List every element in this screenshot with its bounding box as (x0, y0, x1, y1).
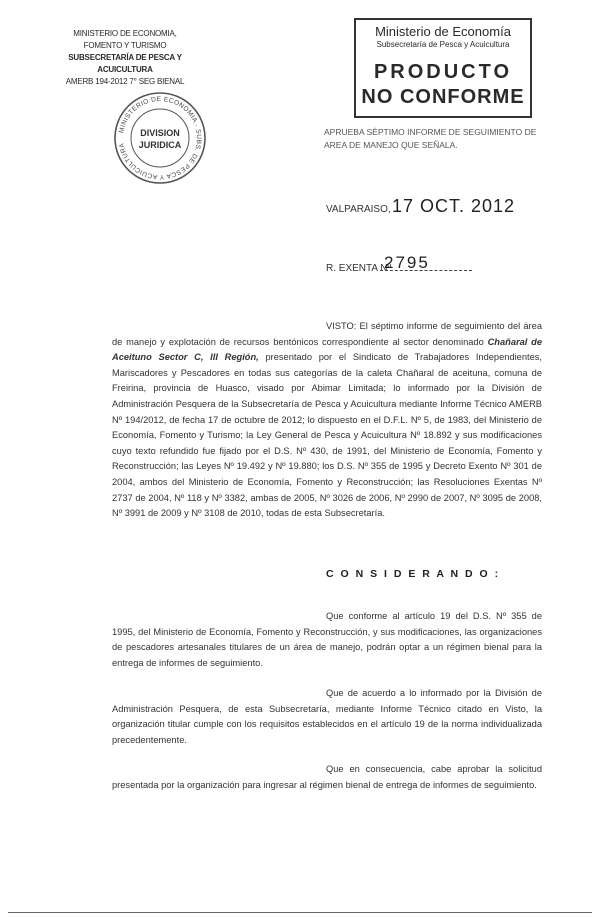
stamp-subsecretaria-line: Subsecretaría de Pesca y Acuicultura (376, 40, 510, 49)
resolution-subject: APRUEBA SÉPTIMO INFORME DE SEGUIMIENTO DE AREA DE MANEJO QUE SEÑALA. (324, 127, 537, 150)
header-line-reference: AMERB 194-2012 7° SEG BIENAL (65, 77, 185, 86)
stamp-ministry-line: Ministerio de Economía (375, 24, 511, 39)
seal-ring-text: MINISTERIO DE ECONOMIA · SUBS. DE PESCA Y ACUICULTURA (118, 95, 203, 181)
considerando-paragraph-1 (112, 609, 542, 671)
stamp-producto-text: PRODUCTO (373, 61, 513, 83)
division-juridica-seal (112, 90, 208, 186)
considerando-text-1: Que conforme al artículo 19 del D.S. Nº 355 de 1995, del Ministerio de Economía, Fomento y Reconstrucción, y sus modificaciones, las organizaciones de pescadores artesanales titulares de un área de manejo, podrán optar a un régimen bienal para la entrega de informes de seguimiento. (112, 611, 542, 668)
place-label: VALPARAISO, (326, 204, 391, 215)
visto-lead: VISTO: El séptimo informe de seguimiento del área de manejo y explotación de recursos bentónicos correspondiente al sector denominado (112, 321, 542, 347)
seal-center-line2: JURIDICA (138, 140, 182, 150)
ministry-header (40, 28, 210, 88)
header-line-fomento: FOMENTO Y TURISMO (83, 41, 167, 50)
resolution-number-underline (380, 270, 472, 271)
stamp-no-conforme-text: NO CONFORME (361, 86, 525, 108)
header-line-subsecretaria: SUBSECRETARÍA DE PESCA Y ACUICULTURA (68, 53, 182, 74)
page-bottom-rule (8, 912, 592, 913)
resolution-label: R. EXENTA Nº (326, 263, 392, 274)
visto-rest: presentado por el Sindicato de Trabajadores Independientes, Mariscadores y Pescadores en todas sus categorías de la caleta Chañaral de aceituna, comuna de Freirina, provincia de Huasco, visado por Abimar Limitada; lo informado por la División de Administración Pesquera de la Subsecretaría de Pesca y Acuicultura mediante Informe Técnico AMERB Nº 194/2012, de fecha 17 de octubre de 2012; lo dispuesto en el D.F.L. Nº 5, de 1983, del Ministerio de Economía, Fomento y Turismo; la Ley General de Pesca y Acuicultura Nº 18.892 y sus modificaciones cuyo texto refundido fue fijado por el D.S. Nº 430, de 1991, del Ministerio de Economía, Fomento y Reconstrucción; las Leyes Nº 19.492 y Nº 19.880; los D.S. Nº 355 de 1995 y Decreto Exento Nº 301 de 2004, ambos del Ministerio de Economía, Fomento y Reconstrucción; las Resoluciones Exentas Nº 2737 de 2004, Nº 118 y Nº 3382, ambas de 2005, Nº 3026 de 2006, Nº 2990 de 2007, Nº 3095 de 2008, Nº 3991 de 2009 y Nº 3108 de 2010, todas de esta Subsecretaría. (112, 352, 543, 519)
visto-paragraph (112, 319, 542, 522)
visto-sector: Chañaral de Aceituno Sector C, III Región, (112, 336, 543, 363)
considerando-heading: C O N S I D E R A N D O : (326, 568, 501, 580)
resolution-number: 2795 (384, 253, 430, 272)
considerando-text-2: Que de acuerdo a lo informado por la División de Administración Pesquera, de esta Subsecretaría, mediante Informe Técnico citado en Visto, la organización titular cumple con los requisitos establecidos en el artículo 19 de la norma individualizada precedentemente. (112, 688, 542, 745)
seal-center-line1: DIVISION (140, 128, 180, 138)
header-line-ministry: MINISTERIO DE ECONOMIA, (73, 29, 177, 38)
resolution-date: 17 OCT. 2012 (392, 196, 516, 216)
considerando-text-3: Que en consecuencia, cabe aprobar la solicitud presentada por la organización para ingresar al régimen bienal de entrega de informes de seguimiento. (112, 764, 542, 790)
considerando-paragraph-3 (112, 762, 542, 793)
considerando-paragraph-2 (112, 686, 542, 748)
producto-no-conforme-stamp (354, 18, 532, 118)
